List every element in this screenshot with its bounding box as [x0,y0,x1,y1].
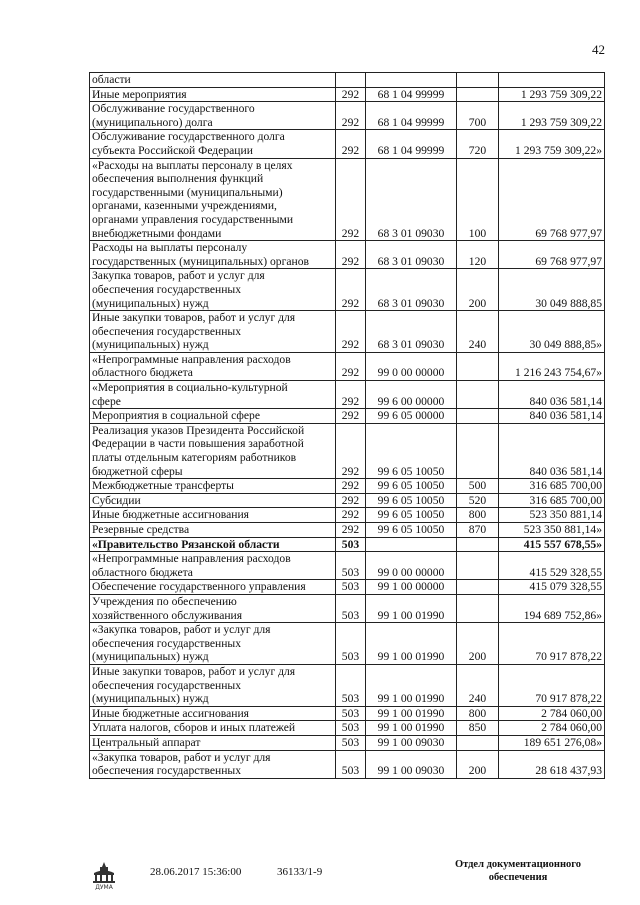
row-ved-code: 292 [336,479,366,494]
row-vr-code: 850 [457,721,499,736]
table-row [90,706,605,721]
row-name: Иные бюджетные ассигнования [90,508,336,523]
row-vr-code: 200 [457,623,499,665]
row-amount: 840 036 581,14 [499,409,605,424]
row-csr-code: 99 1 00 01990 [366,721,457,736]
row-ved-code: 503 [336,735,366,750]
row-amount: 30 049 888,85» [499,311,605,353]
row-name: Иные бюджетные ассигнования [90,706,336,721]
row-vr-code [457,580,499,595]
row-vr-code: 120 [457,241,499,269]
row-csr-code: 68 3 01 09030 [366,241,457,269]
table-row [90,158,605,241]
table-row [90,664,605,706]
row-vr-code: 200 [457,750,499,778]
table-row [90,73,605,88]
row-ved-code: 292 [336,409,366,424]
footer-department [448,858,588,884]
row-vr-code [457,73,499,88]
row-amount: 30 049 888,85 [499,269,605,311]
row-ved-code: 503 [336,594,366,622]
table-row [90,523,605,538]
row-vr-code [457,594,499,622]
row-csr-code: 99 6 05 10050 [366,423,457,478]
logo-text: ДУМА [95,884,113,890]
row-csr-code: 99 6 05 10050 [366,508,457,523]
row-amount: 316 685 700,00 [499,493,605,508]
row-ved-code: 292 [336,523,366,538]
row-vr-code: 200 [457,269,499,311]
table-row [90,552,605,580]
row-name: области [90,73,336,88]
row-vr-code [457,352,499,380]
table-row [90,409,605,424]
row-amount: 415 529 328,55 [499,552,605,580]
row-amount: 840 036 581,14 [499,381,605,409]
row-ved-code: 292 [336,493,366,508]
row-amount: 70 917 878,22 [499,623,605,665]
row-ved-code: 292 [336,87,366,102]
table-row [90,750,605,778]
row-amount: 415 557 678,55» [499,537,605,552]
row-ved-code: 292 [336,352,366,380]
row-csr-code [366,73,457,88]
row-amount: 28 618 437,93 [499,750,605,778]
row-name: Центральный аппарат [90,735,336,750]
row-name: Обслуживание государственного (муниципального) долга [90,102,336,130]
row-csr-code: 99 1 00 01990 [366,623,457,665]
row-amount: 1 293 759 309,22 [499,102,605,130]
row-ved-code [336,73,366,88]
row-amount: 69 768 977,97 [499,241,605,269]
row-csr-code: 99 1 00 01990 [366,664,457,706]
row-name: Расходы на выплаты персоналу государственных (муниципальных) органов [90,241,336,269]
row-name: «Закупка товаров, работ и услуг для обеспечения государственных (муниципальных) нужд [90,623,336,665]
row-amount: 523 350 881,14 [499,508,605,523]
row-ved-code: 503 [336,664,366,706]
row-vr-code: 700 [457,102,499,130]
footer-doc-number: 36133/1-9 [277,866,323,878]
row-ved-code: 503 [336,750,366,778]
row-vr-code [457,537,499,552]
row-amount: 2 784 060,00 [499,721,605,736]
row-name: Обслуживание государственного долга субъекта Российской Федерации [90,130,336,158]
table-row [90,479,605,494]
row-csr-code: 99 1 00 09030 [366,750,457,778]
row-vr-code: 500 [457,479,499,494]
row-csr-code: 99 6 05 10050 [366,479,457,494]
row-csr-code: 68 1 04 99999 [366,130,457,158]
row-name: Иные закупки товаров, работ и услуг для обеспечения государственных (муниципальных) нужд [90,311,336,353]
table-row [90,594,605,622]
row-name: «Расходы на выплаты персоналу в целях обеспечения выполнения функций государственными (муниципальными) органами, казенными учреждениями, органами управления государственными внебюджетными фондами [90,158,336,241]
row-ved-code: 503 [336,706,366,721]
table-body [90,73,605,779]
row-vr-code: 240 [457,311,499,353]
table-row [90,423,605,478]
row-ved-code: 292 [336,269,366,311]
row-csr-code: 99 0 00 00000 [366,352,457,380]
row-vr-code [457,87,499,102]
row-vr-code: 100 [457,158,499,241]
row-amount: 70 917 878,22 [499,664,605,706]
row-ved-code: 503 [336,552,366,580]
table-row [90,352,605,380]
row-vr-code [457,735,499,750]
row-amount: 415 079 328,55 [499,580,605,595]
table-row [90,130,605,158]
table-row [90,508,605,523]
row-name: «Непрограммные направления расходов областного бюджета [90,552,336,580]
row-amount: 2 784 060,00 [499,706,605,721]
row-csr-code: 99 0 00 00000 [366,552,457,580]
row-name: «Закупка товаров, работ и услуг для обеспечения государственных [90,750,336,778]
row-csr-code: 99 6 05 10050 [366,523,457,538]
row-csr-code: 68 1 04 99999 [366,102,457,130]
row-name: «Непрограммные направления расходов областного бюджета [90,352,336,380]
row-ved-code: 503 [336,537,366,552]
row-vr-code [457,552,499,580]
row-name: Резервные средства [90,523,336,538]
row-csr-code: 99 1 00 00000 [366,580,457,595]
table-row [90,721,605,736]
row-ved-code: 292 [336,158,366,241]
table-row [90,623,605,665]
row-amount [499,73,605,88]
row-amount: 1 293 759 309,22» [499,130,605,158]
footer-timestamp: 28.06.2017 15:36:00 [150,866,242,878]
row-ved-code: 292 [336,311,366,353]
row-amount: 69 768 977,97 [499,158,605,241]
duma-logo-icon [91,860,117,895]
row-csr-code: 68 3 01 09030 [366,158,457,241]
page-number: 42 [592,42,605,57]
row-ved-code: 292 [336,381,366,409]
row-amount: 523 350 881,14» [499,523,605,538]
row-name: Иные закупки товаров, работ и услуг для обеспечения государственных (муниципальных) нужд [90,664,336,706]
row-name: Иные мероприятия [90,87,336,102]
row-name: «Правительство Рязанской области [90,537,336,552]
row-csr-code: 99 1 00 09030 [366,735,457,750]
row-amount: 840 036 581,14 [499,423,605,478]
row-ved-code: 292 [336,241,366,269]
row-vr-code: 720 [457,130,499,158]
row-amount: 189 651 276,08» [499,735,605,750]
row-name: Субсидии [90,493,336,508]
row-ved-code: 292 [336,508,366,523]
row-csr-code: 68 1 04 99999 [366,87,457,102]
row-vr-code [457,409,499,424]
row-amount: 1 293 759 309,22 [499,87,605,102]
row-csr-code: 99 6 05 10050 [366,493,457,508]
table-row [90,102,605,130]
row-ved-code: 292 [336,423,366,478]
row-csr-code: 99 1 00 01990 [366,706,457,721]
row-vr-code: 520 [457,493,499,508]
row-name: Уплата налогов, сборов и иных платежей [90,721,336,736]
row-vr-code [457,423,499,478]
row-name: Реализация указов Президента Российской Федерации в части повышения заработной платы отдельным категориям работников бюджетной сферы [90,423,336,478]
row-name: Закупка товаров, работ и услуг для обеспечения государственных (муниципальных) нужд [90,269,336,311]
row-csr-code: 99 1 00 01990 [366,594,457,622]
department-text: Отдел документационного обеспечения [454,859,582,883]
row-amount: 1 216 243 754,67» [499,352,605,380]
row-csr-code: 99 6 00 00000 [366,381,457,409]
row-csr-code: 99 6 05 00000 [366,409,457,424]
row-name: Обеспечение государственного управления [90,580,336,595]
row-amount: 194 689 752,86» [499,594,605,622]
row-ved-code: 503 [336,721,366,736]
table-row [90,87,605,102]
row-csr-code: 68 3 01 09030 [366,269,457,311]
row-vr-code: 870 [457,523,499,538]
table-row [90,580,605,595]
row-ved-code: 503 [336,580,366,595]
table-row [90,269,605,311]
row-name: Мероприятия в социальной сфере [90,409,336,424]
table-row [90,537,605,552]
row-vr-code: 240 [457,664,499,706]
table-row [90,241,605,269]
row-csr-code [366,537,457,552]
row-vr-code: 800 [457,706,499,721]
row-vr-code [457,381,499,409]
table-row [90,311,605,353]
table-row [90,381,605,409]
row-vr-code: 800 [457,508,499,523]
row-ved-code: 292 [336,130,366,158]
row-name: «Мероприятия в социально-культурной сфере [90,381,336,409]
row-amount: 316 685 700,00 [499,479,605,494]
budget-table [89,72,605,779]
row-ved-code: 292 [336,102,366,130]
row-name: Учреждения по обеспечению хозяйственного обслуживания [90,594,336,622]
row-ved-code: 503 [336,623,366,665]
row-name: Межбюджетные трансферты [90,479,336,494]
table-row [90,493,605,508]
table-row [90,735,605,750]
row-csr-code: 68 3 01 09030 [366,311,457,353]
